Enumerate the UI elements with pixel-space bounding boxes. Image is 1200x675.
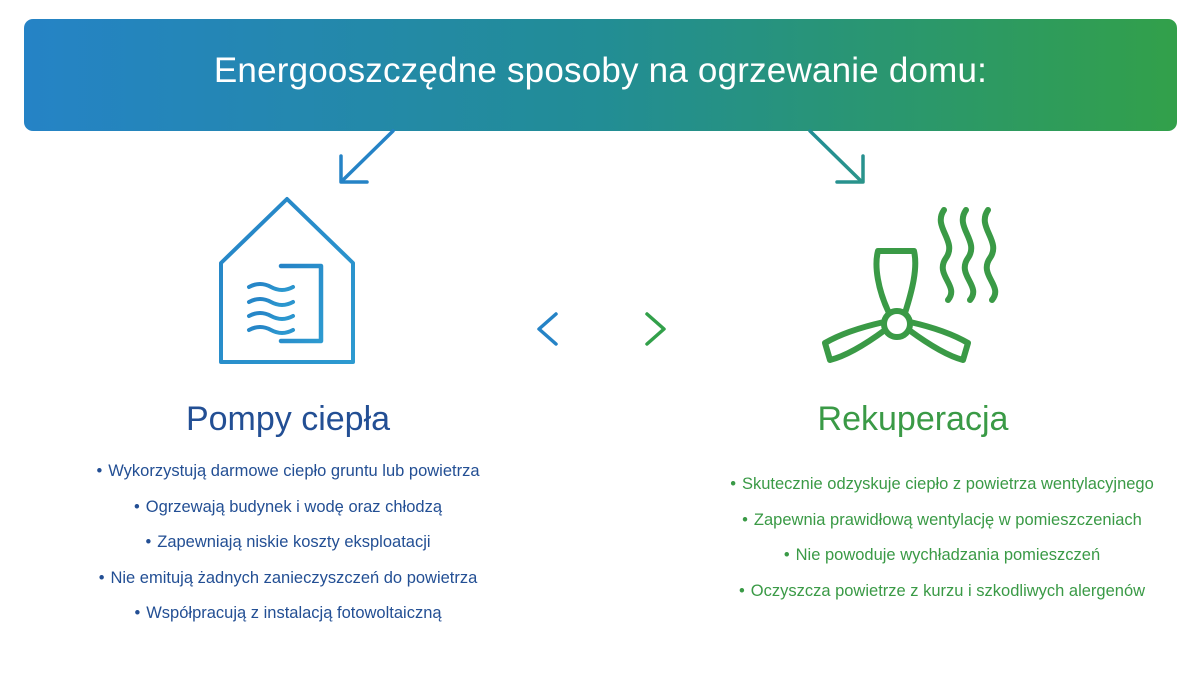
bullet: •: [742, 510, 748, 529]
house-heat-pump-icon: [221, 199, 353, 362]
list-item: [48, 461, 528, 497]
recuperation-benefits-list: [672, 474, 1200, 616]
bullet: •: [738, 581, 745, 600]
list-item: [672, 581, 1200, 617]
list-item-text: Zapewnia prawidłową wentylację w pomieszczeniach: [753, 510, 1142, 529]
arrow-down-right-icon: [810, 131, 863, 182]
list-item-text: Ogrzewają budynek i wodę oraz chłodzą: [145, 497, 443, 516]
double-arrow-horizontal-icon: [539, 314, 664, 344]
list-item-text: Nie emitują żadnych zanieczyszczeń do powietrza: [110, 568, 478, 587]
bullet: •: [145, 533, 152, 551]
arrow-down-left-icon: [341, 131, 393, 182]
list-item: [672, 510, 1200, 546]
bullet: •: [96, 462, 103, 480]
list-item-text: Nie powoduje wychładzania pomieszczeń: [795, 546, 1101, 564]
list-item-text: Wykorzystują darmowe ciepło gruntu lub powietrza: [108, 462, 480, 480]
recuperation-title: Rekuperacja: [817, 400, 1009, 438]
page-title: Energooszczędne sposoby na ogrzewanie domu:: [213, 51, 988, 90]
bullet: •: [730, 475, 736, 493]
bullet: •: [98, 568, 105, 587]
list-item: [672, 545, 1200, 581]
fan-heat-icon: [825, 210, 995, 360]
bullet: •: [134, 604, 141, 622]
list-item: [48, 532, 528, 568]
list-item-text: Oczyszcza powietrze z kurzu i szkodliwych alergenów: [750, 581, 1146, 600]
list-item: [672, 474, 1200, 510]
list-item-text: Zapewniają niskie koszty eksploatacji: [157, 533, 431, 551]
bullet: •: [133, 497, 140, 516]
list-item-text: Współpracują z instalacją fotowoltaiczną: [146, 604, 442, 622]
list-item-text: Skutecznie odzyskuje ciepło z powietrza wentylacyjnego: [741, 475, 1154, 493]
bullet: •: [783, 546, 790, 564]
list-item: [48, 497, 528, 533]
heat-pumps-title: Pompy ciepła: [185, 400, 391, 438]
list-item: [48, 568, 528, 604]
heat-pumps-benefits-list: [48, 461, 528, 639]
list-item: [48, 603, 528, 639]
